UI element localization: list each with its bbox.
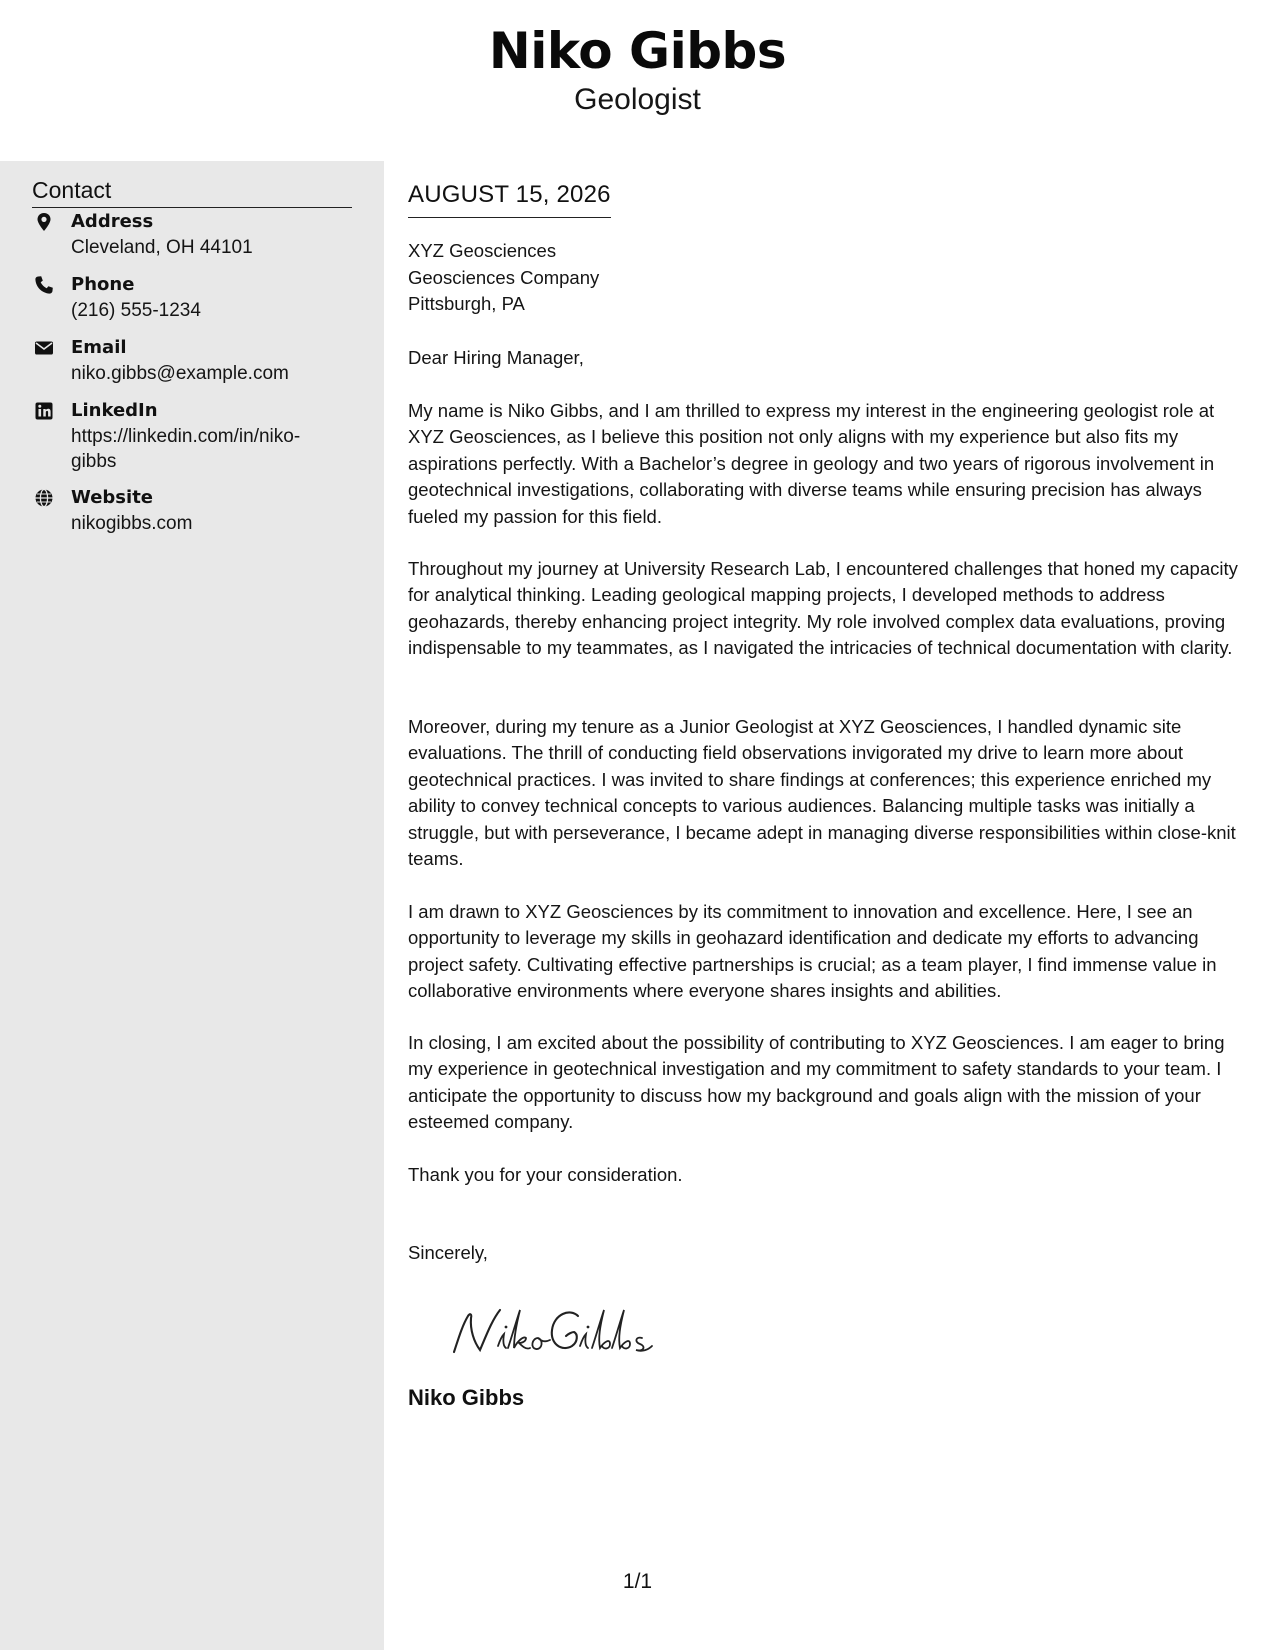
contact-value: https://linkedin.com/in/niko-gibbs: [71, 426, 301, 472]
contact-sidebar: [0, 161, 384, 1650]
signer-name: Niko Gibbs: [408, 1385, 525, 1410]
contact-label: LinkedIn: [71, 400, 158, 421]
contact-label: Address: [71, 211, 154, 232]
candidate-name: Niko Gibbs: [488, 22, 787, 80]
recipient-line: Pittsburgh, PA: [408, 293, 525, 314]
recipient-block: [408, 238, 599, 318]
body-paragraph: My name is Niko Gibbs, and I am thrilled to express my interest in the engineering geologist role at XYZ Geosciences, as I believe this position not only aligns with my experience but also fits my aspirations perfectly. With a Bachelor’s degree in geology and two years of rigorous involvement in geotechnical investigations, collaborating with diverse teams while ensuring precision has always fueled my passion for this field.: [408, 400, 1215, 527]
body-paragraph: Moreover, during my tenure as a Junior Geologist at XYZ Geosciences, I handled dynamic site evaluations. The thrill of conducting field observations invigorated my drive to learn more about geotechnical practices. I was invited to share findings at conferences; this experience enriched my ability to convey technical concepts to various audiences. Balancing multiple tasks was initially a struggle, but with perseverance, I became adept in managing diverse responsibilities within close-knit teams.: [408, 716, 1236, 870]
linkedin-icon: [34, 401, 54, 421]
job-title: Geologist: [574, 83, 701, 116]
closing-line: Sincerely,: [408, 1242, 488, 1263]
thanks-line: Thank you for your consideration.: [408, 1164, 683, 1185]
contact-value: (216) 555-1234: [71, 300, 201, 321]
contact-label: Email: [71, 337, 127, 358]
contact-value: nikogibbs.com: [71, 513, 193, 534]
page-number: 1/1: [622, 1570, 653, 1593]
handwritten-signature: [446, 1296, 666, 1366]
recipient-line: Geosciences Company: [408, 266, 600, 288]
recipient-line: XYZ Geosciences: [408, 240, 557, 261]
contact-heading: Contact: [32, 175, 352, 208]
contact-value: niko.gibbs@example.com: [71, 363, 289, 384]
contact-value: Cleveland, OH 44101: [71, 237, 253, 258]
envelope-icon: [34, 338, 54, 358]
body-paragraph: Throughout my journey at University Research Lab, I encountered challenges that honed my capacity for analytical thinking. Leading geological mapping projects, I developed methods to address geohazards, thereby enhancing project integrity. My role involved complex data evaluations, proving indispensable to my teammates, as I navigated the intricacies of technical documentation with clarity.: [408, 558, 1238, 659]
contact-label: Phone: [71, 274, 135, 295]
letter-header: [0, 0, 1275, 160]
contact-label: Website: [71, 487, 154, 508]
salutation: Dear Hiring Manager,: [408, 347, 584, 368]
map-pin-icon: [34, 212, 54, 232]
globe-icon: [34, 488, 54, 508]
letter-date: AUGUST 15, 2026: [408, 179, 611, 218]
phone-icon: [34, 275, 54, 295]
body-paragraph: I am drawn to XYZ Geosciences by its commitment to innovation and excellence. Here, I see an opportunity to leverage my skills in geohazard identification and dedicate my efforts to advancing project safety. Cultivating effective partnerships is crucial; as a team player, I find immense value in collaborative environments where everyone shares insights and abilities.: [408, 901, 1217, 1002]
body-paragraph: In closing, I am excited about the possibility of contributing to XYZ Geosciences. I am eager to bring my experience in geotechnical investigation and my commitment to safety standards to your team. I anticipate the opportunity to discuss how my background and goals align with the mission of your esteemed company.: [408, 1032, 1225, 1133]
